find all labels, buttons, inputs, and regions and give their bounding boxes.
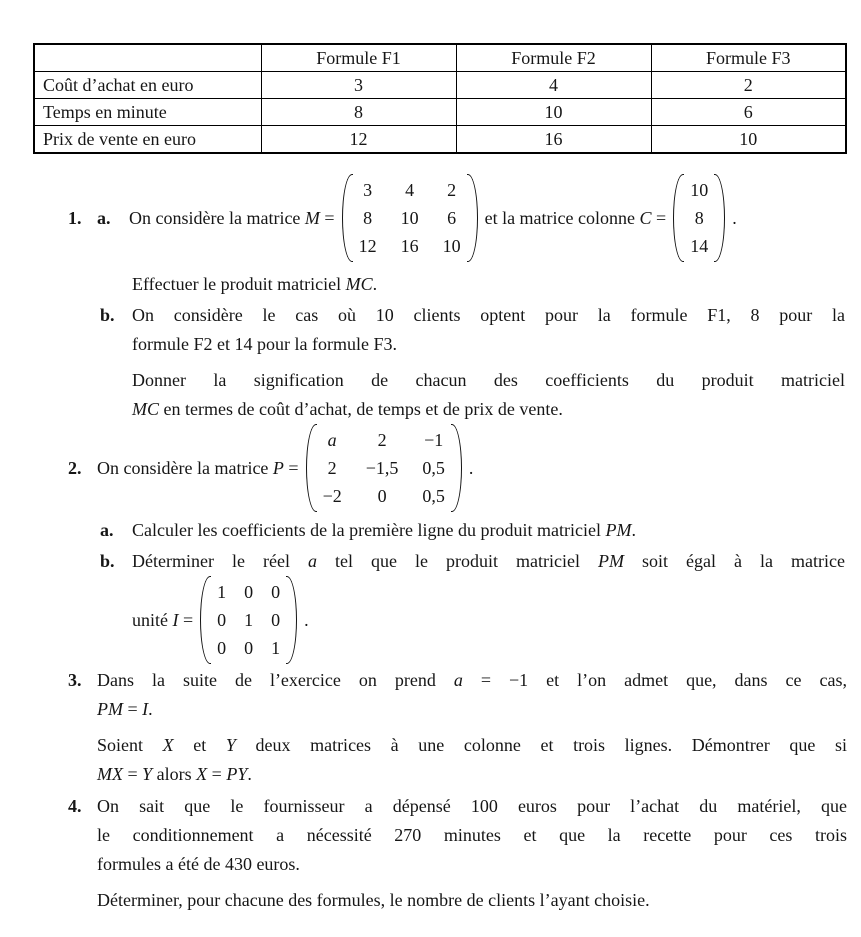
cell-value: 10 [651, 126, 846, 154]
table-row-cost [34, 72, 846, 99]
question-1a-label: a. [97, 207, 111, 228]
col-header-f2: Formule F2 [456, 44, 651, 72]
matrix-M-grid: 3 4 2 8 10 6 12 16 10 [358, 180, 461, 256]
matrix-P-grid: a 2 −1 2 −1,5 0,5 −2 0 0,5 [322, 430, 445, 506]
question-1a-intro-line [68, 174, 847, 262]
question-2a [100, 516, 845, 545]
question-1b [100, 301, 845, 424]
left-paren-icon [342, 174, 353, 262]
q3-line2: PM = I. [97, 699, 153, 719]
left-paren-icon [306, 424, 317, 512]
table-row-time [34, 99, 846, 126]
q1b-line3: Donner la signification de chacun des coefficients du produit matriciel [132, 370, 845, 390]
q4-line4: Déterminer, pour chacune des formules, le nombre de clients l’ayant choisie. [97, 890, 650, 910]
question-4-number: 4. [68, 796, 82, 816]
question-2b [100, 547, 845, 664]
matrix-I-grid: 1 0 0 0 1 0 0 0 1 [217, 582, 281, 658]
cell-value: 10 [456, 99, 651, 126]
q4-line2: le conditionnement a nécessité 270 minutes et que la recette pour ces trois [97, 825, 847, 845]
col-header-f1: Formule F1 [261, 44, 456, 72]
q3-line1: Dans la suite de l’exercice on prend a = −1 et l’on admet que, dans ce cas, [97, 670, 847, 690]
question-2-intro-line [68, 424, 847, 512]
right-paren-icon [451, 424, 462, 512]
q2-period: . [468, 457, 474, 478]
q1a-text-before-matrix-c: et la matrice colonne C = [484, 207, 667, 228]
q1b-line2: formule F2 et 14 pour la formule F3. [132, 334, 397, 354]
question-4 [68, 792, 847, 915]
question-3-number: 3. [68, 670, 82, 690]
question-3 [68, 666, 847, 789]
question-1b-label: b. [100, 305, 115, 325]
matrix-C-grid: 10 8 14 [690, 180, 709, 256]
q1b-line4: MC en termes de coût d’achat, de temps et de prix de vente. [132, 399, 563, 419]
q1b-line1: On considère le cas où 10 clients optent pour la formule F1, 8 pour la [132, 305, 845, 325]
question-1-number: 1. [68, 207, 82, 228]
question-2-number: 2. [68, 457, 82, 478]
q2-text-before-matrix-p: On considère la matrice P = [97, 457, 299, 478]
matrix-M [342, 174, 478, 262]
q3-line4: MX = Y alors X = PY. [97, 764, 252, 784]
left-paren-icon [200, 576, 211, 664]
q1a-text-before-matrix-m: On considère la matrice M = [129, 207, 335, 228]
matrix-I [200, 576, 297, 664]
q3-line3: Soient X et Y deux matrices à une colonne et trois lignes. Démontrer que si [97, 735, 847, 755]
pricing-table [33, 43, 847, 154]
cell-value: 6 [651, 99, 846, 126]
matrix-P [306, 424, 462, 512]
question-1a-task: Effectuer le produit matriciel MC. [132, 274, 378, 294]
q1a-period: . [732, 207, 737, 228]
right-paren-icon [286, 576, 297, 664]
right-paren-icon [467, 174, 478, 262]
cell-value: 8 [261, 99, 456, 126]
row-label: Temps en minute [34, 99, 261, 126]
q2b-identity-line [132, 576, 845, 664]
q2b-text-before-matrix-i: unité I = [132, 609, 194, 630]
q4-line3: formules a été de 430 euros. [97, 854, 300, 874]
question-2a-label: a. [100, 520, 114, 540]
q2b-line1: Déterminer le réel a tel que le produit matriciel PM soit égal à la matrice [132, 551, 846, 571]
cell-value: 2 [651, 72, 846, 99]
left-paren-icon [673, 174, 684, 262]
q2b-period: . [304, 609, 309, 630]
cell-value: 12 [261, 126, 456, 154]
question-2b-label: b. [100, 551, 115, 571]
table-header-row [34, 44, 846, 72]
col-header-f3: Formule F3 [651, 44, 846, 72]
cell-value: 16 [456, 126, 651, 154]
matrix-C [673, 174, 725, 262]
q4-line1: On sait que le fournisseur a dépensé 100 euros pour l’achat du matériel, que [97, 796, 847, 816]
row-label: Prix de vente en euro [34, 126, 261, 154]
cell-value: 4 [456, 72, 651, 99]
q2a-text: Calculer les coefficients de la première ligne du produit matriciel PM. [132, 520, 636, 540]
row-label: Coût d’achat en euro [34, 72, 261, 99]
table-row-price [34, 126, 846, 154]
right-paren-icon [714, 174, 725, 262]
table-corner-cell [34, 44, 261, 72]
cell-value: 3 [261, 72, 456, 99]
